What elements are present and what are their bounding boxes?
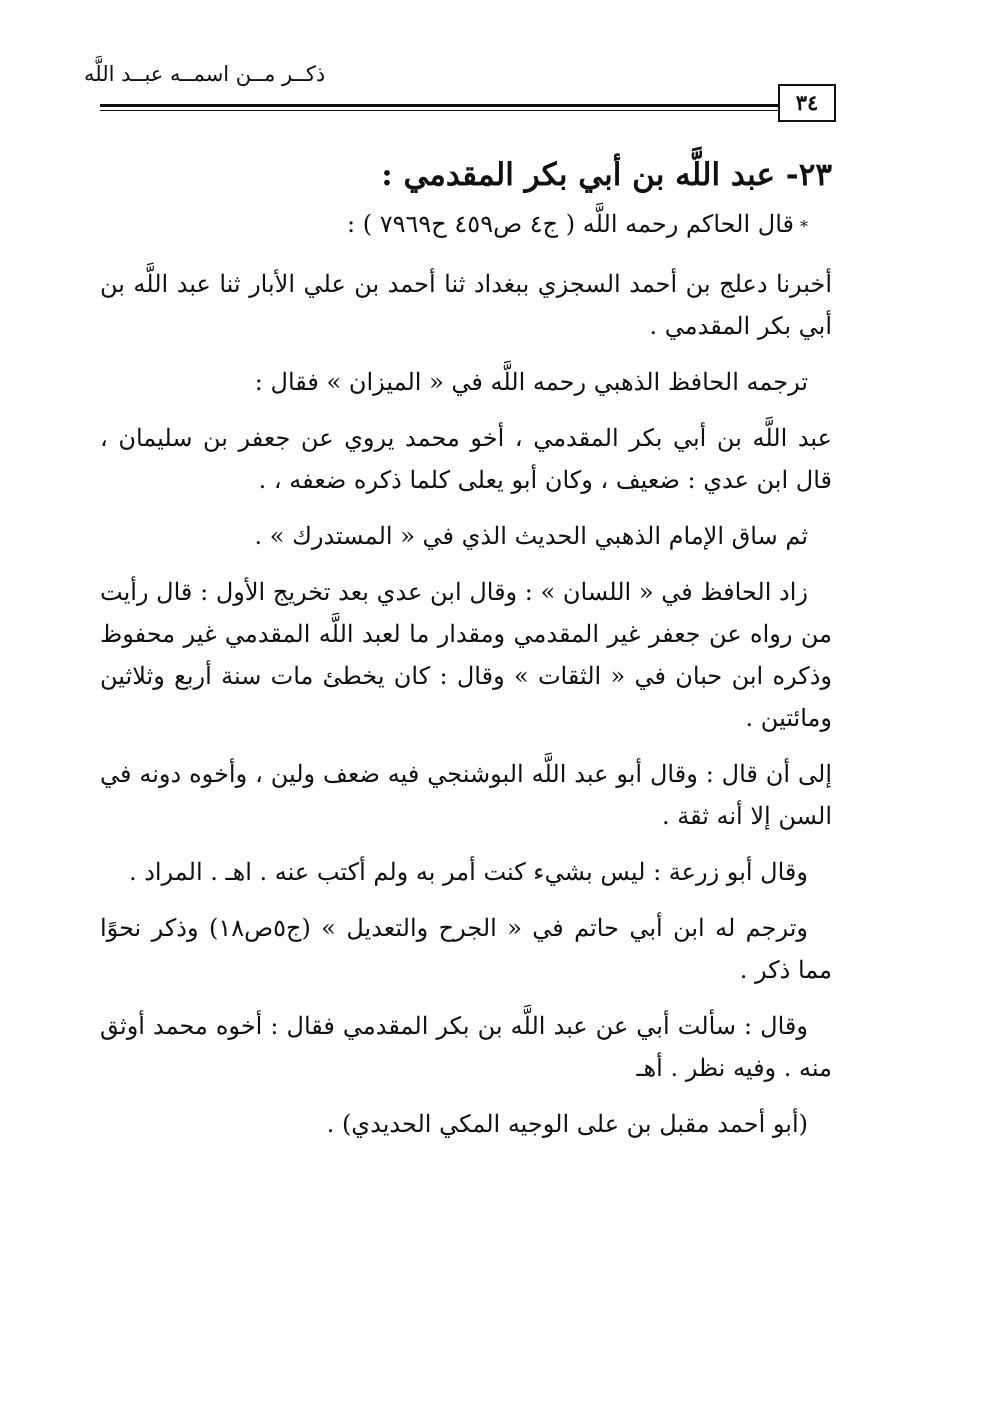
paragraph-bushanji: إلى أن قال : وقال أبو عبد اللَّه البوشنجي فيه ضعف ولين ، وأخوه دونه في السن إلا أنه ثقة . xyxy=(100,760,832,830)
paragraph-ibn-abi-hatim: وترجم له ابن أبي حاتم في « الجرح والتعديل » (ج٥ص١٨) وذكر نحوًا مما ذكر . xyxy=(100,914,832,984)
paragraph-isnad: أخبرنا دعلج بن أحمد السجزي ببغداد ثنا أحمد بن علي الأبار ثنا عبد اللَّه بن أبي بكر المقدمي . xyxy=(100,270,832,340)
page-body xyxy=(100,152,832,1145)
citation-text: قال الحاكم رحمه اللَّه ( ج٤ ص٤٥٩ ح٧٩٦٩ ) : xyxy=(347,210,794,238)
paragraph-dhahabi-intro: ترجمه الحافظ الذهبي رحمه اللَّه في « الميزان » فقال : xyxy=(254,368,808,396)
running-header xyxy=(0,58,992,128)
paragraph-mustadrak: ثم ساق الإمام الذهبي الحديث الذي في « المستدرك » . xyxy=(254,522,808,550)
running-title: ذكــر مــن اسمــه عبــد اللَّه xyxy=(84,62,326,86)
paragraph-abu-zura: وقال أبو زرعة : ليس بشيء كنت أمر به ولم أكتب عنه . اهـ . المراد . xyxy=(128,858,808,886)
author-signature: (أبو أحمد مقبل بن على الوجيه المكي الحديدي) . xyxy=(326,1110,808,1138)
header-rule-thin xyxy=(100,110,834,111)
paragraph-mizan-quote: عبد اللَّه بن أبي بكر المقدمي ، أخو محمد يروي عن جعفر بن سليمان ، قال ابن عدي : ضعيف ، وكان أبو يعلى كلما ذكره ضعفه ، . xyxy=(100,424,832,494)
citation-line xyxy=(100,204,832,247)
paragraph-lisan: زاد الحافظ في « اللسان » : وقال ابن عدي بعد تخريج الأول : قال رأيت من رواه عن جعفر غير المقدمي ومقدار ما لعبد اللَّه المقدمي غير محفوظ وذكره ابن حبان في « الثقات » وقال : كان يخطئ مات سنة أربع وثلاثين ومائتين . xyxy=(100,578,832,732)
citation-marker: * xyxy=(800,217,808,236)
entry-heading: ٢٣- عبد اللَّه بن أبي بكر المقدمي : xyxy=(381,157,832,193)
page-number: ٣٤ xyxy=(778,84,836,122)
paragraph-father-question: وقال : سألت أبي عن عبد اللَّه بن بكر المقدمي فقال : أخوه محمد أوثق منه . وفيه نظر . أهـ xyxy=(100,1012,832,1082)
header-rule-thick xyxy=(100,104,834,107)
